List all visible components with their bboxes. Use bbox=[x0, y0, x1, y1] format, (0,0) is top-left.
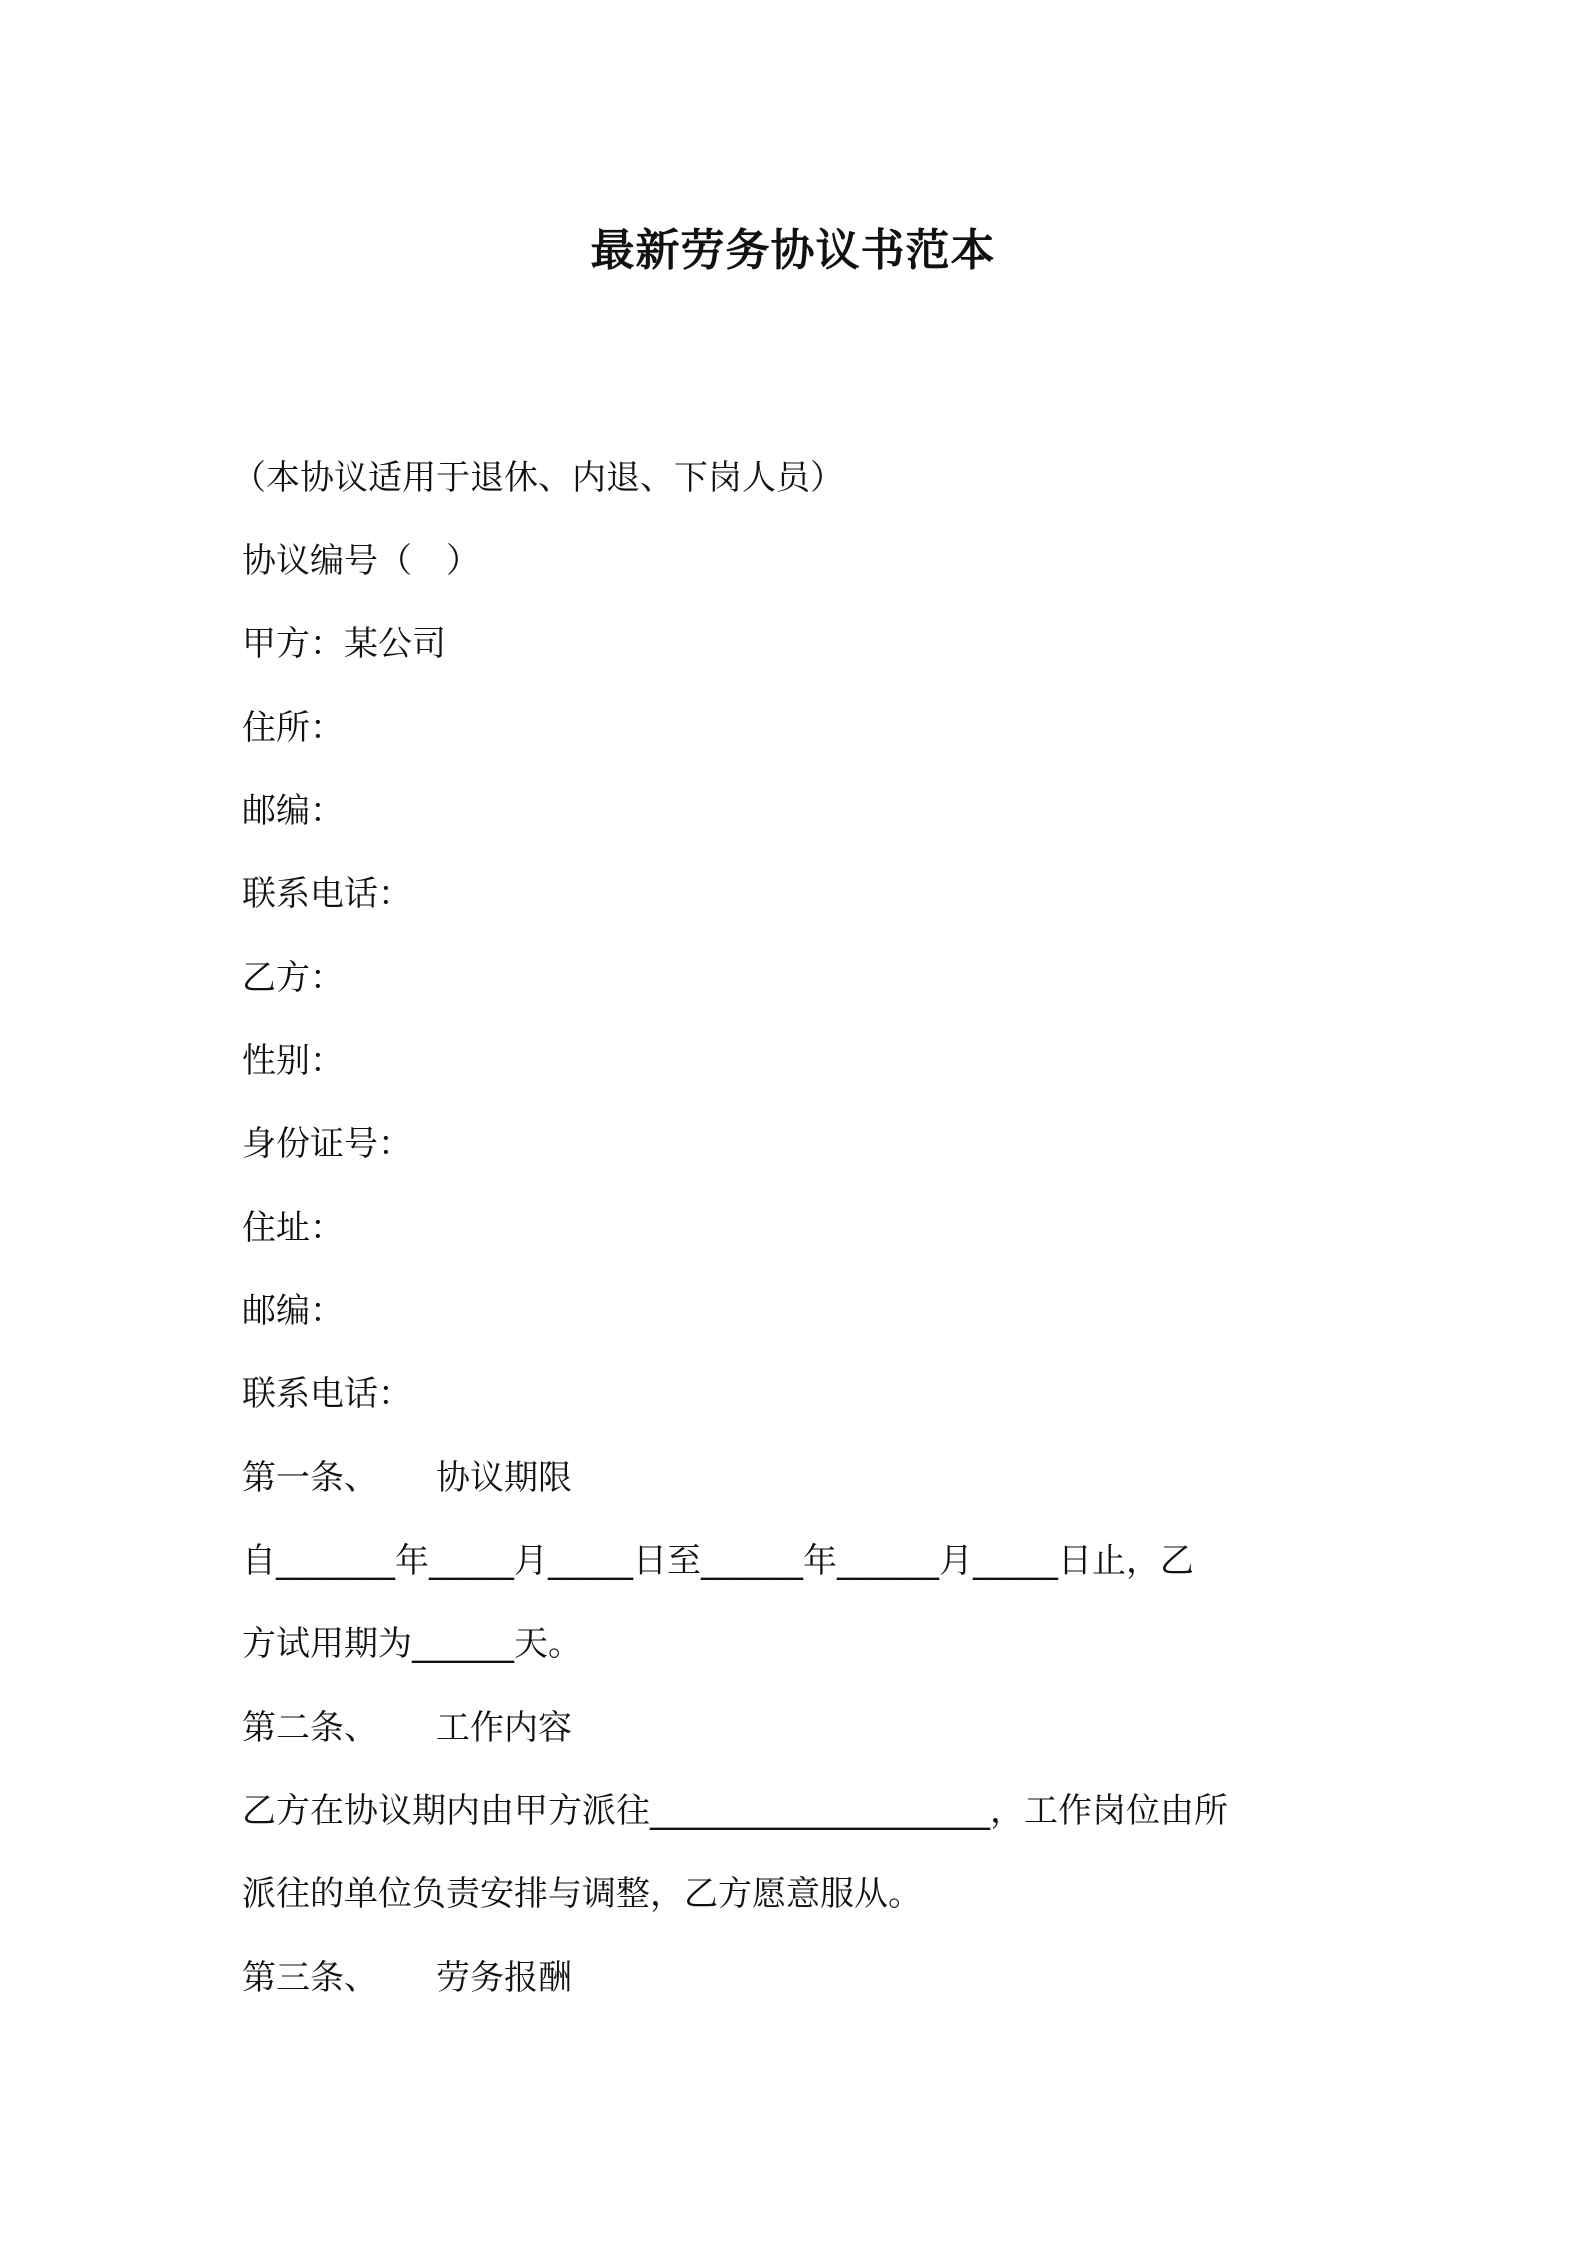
agreement-number-line: 协议编号（ ） bbox=[242, 541, 480, 581]
article-1-heading-line bbox=[242, 1456, 572, 1500]
article-1-number: 第一条、 bbox=[242, 1458, 378, 1498]
party-b-name-line: 乙方： bbox=[242, 958, 344, 998]
article-2-body-line-2: 派往的单位负责安排与调整，乙方愿意服从。 bbox=[242, 1874, 922, 1914]
article-3-title: 劳务报酬 bbox=[436, 1958, 572, 1998]
party-b-gender-line: 性别： bbox=[242, 1041, 344, 1081]
article-1-body-line-2: 方试用期为______天。 bbox=[242, 1624, 582, 1664]
article-2-number: 第二条、 bbox=[242, 1708, 378, 1748]
article-2-body-line-1: 乙方在协议期内由甲方派往____________________，工作岗位由所 bbox=[242, 1791, 1228, 1831]
applicability-note: （本协议适用于退休、内退、下岗人员） bbox=[232, 458, 844, 498]
article-3-heading-line bbox=[242, 1956, 572, 2000]
article-1-body-line-1: 自_______年_____月_____日至______年______月_____日止，乙 bbox=[242, 1541, 1194, 1581]
party-b-phone-line: 联系电话： bbox=[242, 1374, 412, 1414]
party-a-phone-line: 联系电话： bbox=[242, 874, 412, 914]
article-2-title: 工作内容 bbox=[436, 1708, 572, 1748]
party-b-address-line: 住址： bbox=[242, 1208, 344, 1248]
article-1-title: 协议期限 bbox=[436, 1458, 572, 1498]
party-a-address-line: 住所： bbox=[242, 708, 344, 748]
party-b-postcode-line: 邮编： bbox=[242, 1291, 344, 1331]
party-a-postcode-line: 邮编： bbox=[242, 791, 344, 831]
document-title: 最新劳务协议书范本 bbox=[590, 225, 996, 276]
article-3-number: 第三条、 bbox=[242, 1958, 378, 1998]
article-2-heading-line bbox=[242, 1706, 572, 1750]
party-a-name-line: 甲方：某公司 bbox=[242, 624, 446, 664]
party-b-id-line: 身份证号： bbox=[242, 1124, 412, 1164]
